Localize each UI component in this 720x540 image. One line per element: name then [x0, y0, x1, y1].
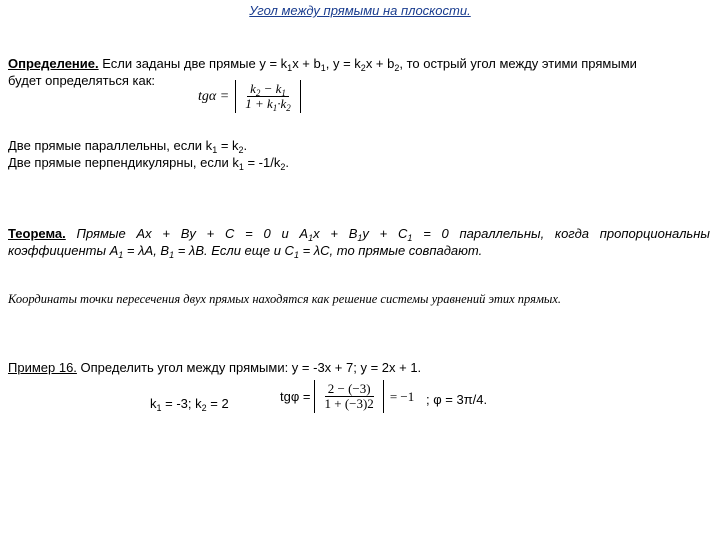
example-result: = −1 — [389, 388, 415, 404]
formula-abs-bars — [235, 80, 301, 113]
example-formula — [280, 380, 414, 413]
intersection-note: Координаты точки пересечения двух прямых находятся как решение системы уравнений этих прямых. — [8, 292, 562, 306]
theorem-line-1: Теорема. Прямые Ax + By + C = 0 и $A_1x + B_1y + C_1 = 0$ параллельны, когда пропорциональны — [8, 226, 710, 243]
formula-fraction: $\frac{k_2 - k_1}{1 + k_1\cdot k_2}$ — [245, 81, 291, 113]
example-label: Пример 16. — [8, 360, 77, 375]
example-abs-bars — [314, 380, 383, 413]
example-phi: ; φ = 3π/4. — [426, 392, 488, 407]
example-text: Определить угол между прямыми: y = -3x + 7; y = 2x + 1. — [76, 360, 422, 375]
angle-formula — [198, 80, 301, 113]
example-tg-lhs: tgφ = — [280, 388, 311, 404]
example-line — [8, 360, 421, 376]
perpendicular-condition: Две прямые перпендикулярны, если $k_1 = -1/k_2$. — [8, 155, 289, 172]
example-fraction-num: 2 − (−3) — [325, 382, 374, 397]
example-fraction-den: 1 + (−3)2 — [324, 396, 374, 411]
theorem-line-2: коэффициенты $A_1 = \lambda A$, $B_1 = \lambda B$. Если еще и $C_1 = \lambda C$, то прямые совпадают. — [8, 243, 483, 260]
example-fraction — [321, 382, 376, 411]
definition-line-2: будет определяться как: — [8, 73, 156, 88]
example-k-values: $k_1 = -3$; $k_2 = 2$ — [150, 396, 229, 413]
definition-label: Определение. — [8, 56, 99, 71]
page-title: Угол между прямыми на плоскости. — [249, 3, 471, 18]
definition-text: Если заданы две прямые $y = k_1x + b_1$, $y = k_2x + b_2$, то острый угол между этими прямыми — [102, 56, 637, 73]
definition-line-1 — [8, 56, 637, 72]
parallel-condition: Две прямые параллельны, если $k_1 = k_2$. — [8, 138, 248, 155]
theorem-label: Теорема. — [8, 226, 66, 241]
formula-lhs: tgα = — [198, 88, 230, 104]
